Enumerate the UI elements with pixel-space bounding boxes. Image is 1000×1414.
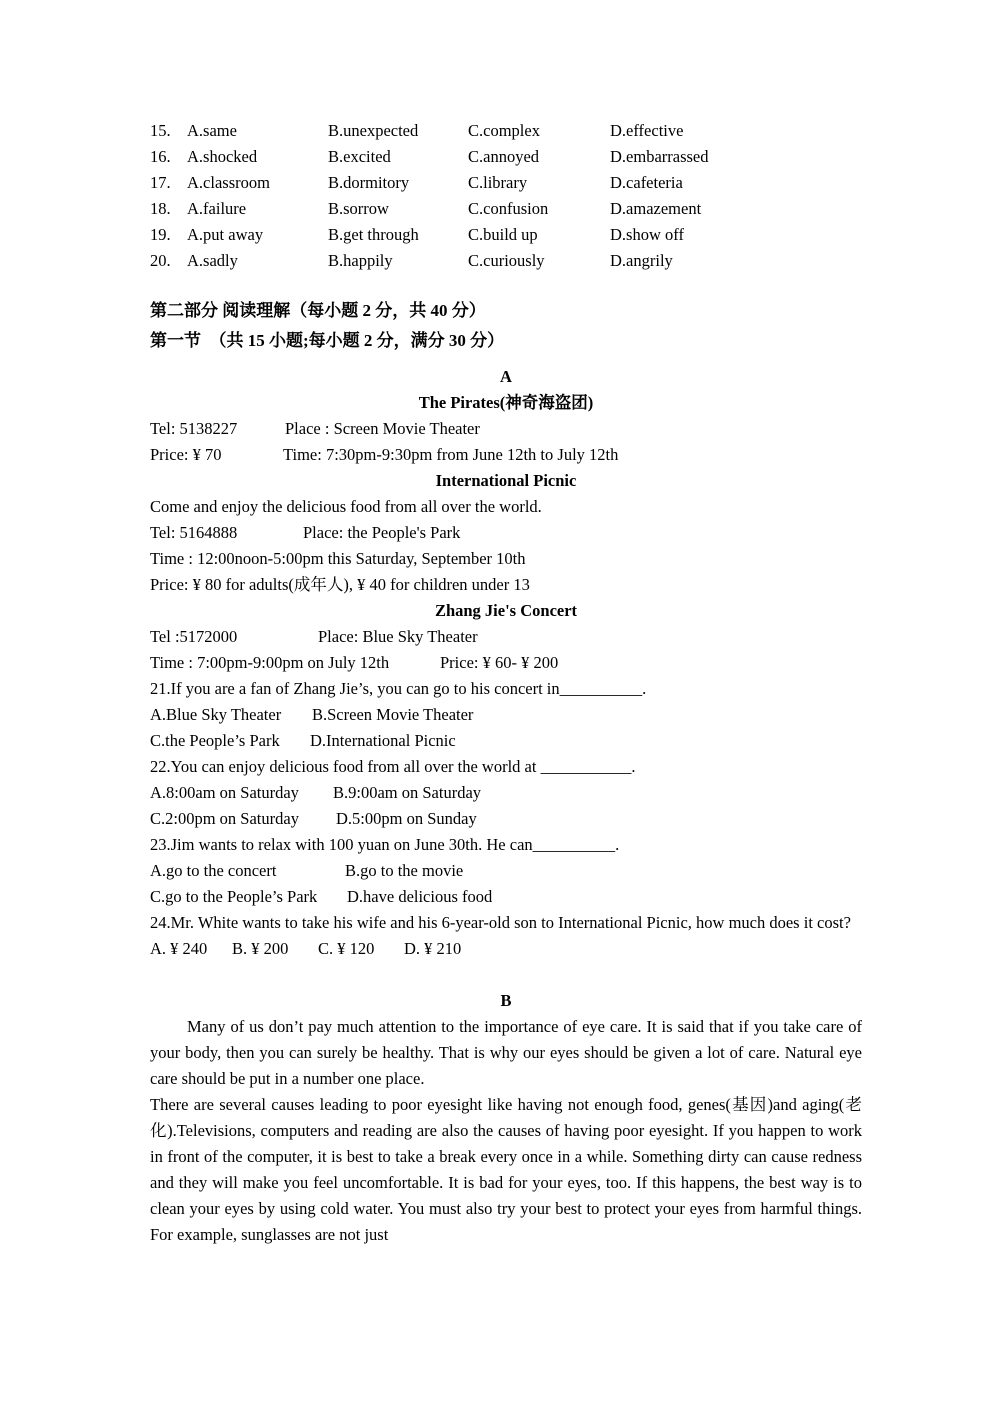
q22-option-a: A.8:00am on Saturday — [150, 783, 299, 802]
concert-place: Place: Blue Sky Theater — [318, 627, 478, 646]
option-b: B.dormitory — [328, 173, 410, 192]
part2-header: 第二部分 阅读理解（每小题 2 分，共 40 分） — [150, 301, 486, 320]
pirates-tel: Tel: 5138227 — [150, 419, 238, 438]
option-d: D.amazement — [610, 199, 702, 218]
mc-question-row-18 — [150, 196, 862, 222]
option-d: D.embarrassed — [610, 147, 709, 166]
option-c: C.confusion — [468, 199, 549, 218]
option-c: C.complex — [468, 121, 540, 140]
q23-option-d: D.have delicious food — [347, 887, 493, 906]
picnic-place: Place: the People's Park — [303, 523, 461, 542]
option-d: D.angrily — [610, 251, 673, 270]
pirates-place: Place : Screen Movie Theater — [285, 419, 480, 438]
q21-option-d: D.International Picnic — [310, 731, 456, 750]
pirates-price-time-line — [150, 442, 862, 468]
exam-page — [150, 118, 862, 1248]
question-number: 17. — [150, 173, 171, 192]
section1-header: 第一节 （共 15 小题;每小题 2 分，满分 30 分） — [150, 331, 505, 350]
question-number: 18. — [150, 199, 171, 218]
q23-stem: 23.Jim wants to relax with 100 yuan on June 30th. He can__________. — [150, 835, 620, 854]
mc-question-row-17 — [150, 170, 862, 196]
option-c: C.annoyed — [468, 147, 540, 166]
q21-options-row2 — [150, 728, 862, 754]
q23-options-row1 — [150, 858, 862, 884]
q21-option-c: C.the People’s Park — [150, 731, 280, 750]
concert-tel-place-line — [150, 624, 862, 650]
q24-option-d: D. ¥ 210 — [404, 939, 462, 958]
mc-questions-block — [150, 118, 862, 274]
option-d: D.cafeteria — [610, 173, 683, 192]
pirates-time: Time: 7:30pm-9:30pm from June 12th to July 12th — [283, 445, 619, 464]
option-a: A.put away — [187, 225, 264, 244]
option-c: C.curiously — [468, 251, 545, 270]
q24-stem: 24.Mr. White wants to take his wife and his 6-year-old son to International Picnic, how much does it cost? — [150, 913, 851, 932]
q21-options-row1 — [150, 702, 862, 728]
option-c: C.library — [468, 173, 528, 192]
q22-option-c: C.2:00pm on Saturday — [150, 809, 299, 828]
passage-b-paragraph-1: Many of us don’t pay much attention to the importance of eye care. It is said that if you take care of your body, then you can surely be healthy. That is why our eyes should be given a lot of care. Natural eye care should be put in a number one place. — [150, 1017, 862, 1088]
option-c: C.build up — [468, 225, 538, 244]
concert-title: Zhang Jie's Concert — [434, 601, 578, 620]
passage-b-label: B — [500, 991, 512, 1010]
q23-option-a: A.go to the concert — [150, 861, 277, 880]
q22-option-d: D.5:00pm on Sunday — [336, 809, 477, 828]
mc-question-row-20 — [150, 248, 862, 274]
option-a: A.failure — [187, 199, 247, 218]
picnic-price: Price: ¥ 80 for adults(成年人), ¥ 40 for children under 13 — [150, 575, 530, 594]
concert-time: Time : 7:00pm-9:00pm on July 12th — [150, 653, 390, 672]
q24-option-c: C. ¥ 120 — [318, 939, 375, 958]
mc-question-row-16 — [150, 144, 862, 170]
q22-options-row2 — [150, 806, 862, 832]
mc-question-row-15 — [150, 118, 862, 144]
picnic-desc: Come and enjoy the delicious food from all over the world. — [150, 497, 542, 516]
question-number: 16. — [150, 147, 171, 166]
option-b: B.excited — [328, 147, 391, 166]
passage-b-paragraph-2: There are several causes leading to poor eyesight like having not enough food, genes(基因)and aging(老化).Televisions, computers and reading are also the causes of having poor eyesight. If you happen to work in front of the computer, it is best to take a break every once in a while. Something dirty can cause redness and they will make you feel uncomfortable. It is bad for your eyes, too. If this happens, the best way is to clean your eyes by using cold water. You must also try your best to protect your eyes from harmful things. For example, sunglasses are not just — [150, 1095, 862, 1244]
concert-time-price-line — [150, 650, 862, 676]
q23-option-c: C.go to the People’s Park — [150, 887, 318, 906]
pirates-tel-place-line — [150, 416, 862, 442]
concert-price: Price: ¥ 60- ¥ 200 — [440, 653, 559, 672]
option-b: B.unexpected — [328, 121, 419, 140]
q23-option-b: B.go to the movie — [345, 861, 464, 880]
pirates-title: The Pirates(神奇海盗团) — [418, 393, 594, 412]
option-d: D.effective — [610, 121, 684, 140]
option-a: A.sadly — [187, 251, 238, 270]
picnic-tel-place-line — [150, 520, 862, 546]
pirates-price: Price: ¥ 70 — [150, 445, 222, 464]
q21-option-b: B.Screen Movie Theater — [312, 705, 474, 724]
option-a: A.shocked — [187, 147, 258, 166]
q22-stem: 22.You can enjoy delicious food from all over the world at ___________. — [150, 757, 636, 776]
question-number: 15. — [150, 121, 171, 140]
picnic-time: Time : 12:00noon-5:00pm this Saturday, September 10th — [150, 549, 526, 568]
q22-options-row1 — [150, 780, 862, 806]
q24-option-a: A. ¥ 240 — [150, 939, 208, 958]
question-number: 20. — [150, 251, 171, 270]
option-b: B.sorrow — [328, 199, 389, 218]
picnic-tel: Tel: 5164888 — [150, 523, 238, 542]
q21-option-a: A.Blue Sky Theater — [150, 705, 282, 724]
mc-question-row-19 — [150, 222, 862, 248]
option-b: B.get through — [328, 225, 419, 244]
q24-options-row — [150, 936, 862, 962]
option-b: B.happily — [328, 251, 393, 270]
option-a: A.same — [187, 121, 237, 140]
q22-option-b: B.9:00am on Saturday — [333, 783, 482, 802]
q23-options-row2 — [150, 884, 862, 910]
q21-stem: 21.If you are a fan of Zhang Jie’s, you can go to his concert in__________. — [150, 679, 647, 698]
picnic-title: International Picnic — [435, 471, 577, 490]
question-number: 19. — [150, 225, 171, 244]
q24-option-b: B. ¥ 200 — [232, 939, 289, 958]
option-d: D.show off — [610, 225, 684, 244]
option-a: A.classroom — [187, 173, 270, 192]
passage-a-label: A — [500, 367, 512, 386]
concert-tel: Tel :5172000 — [150, 627, 238, 646]
